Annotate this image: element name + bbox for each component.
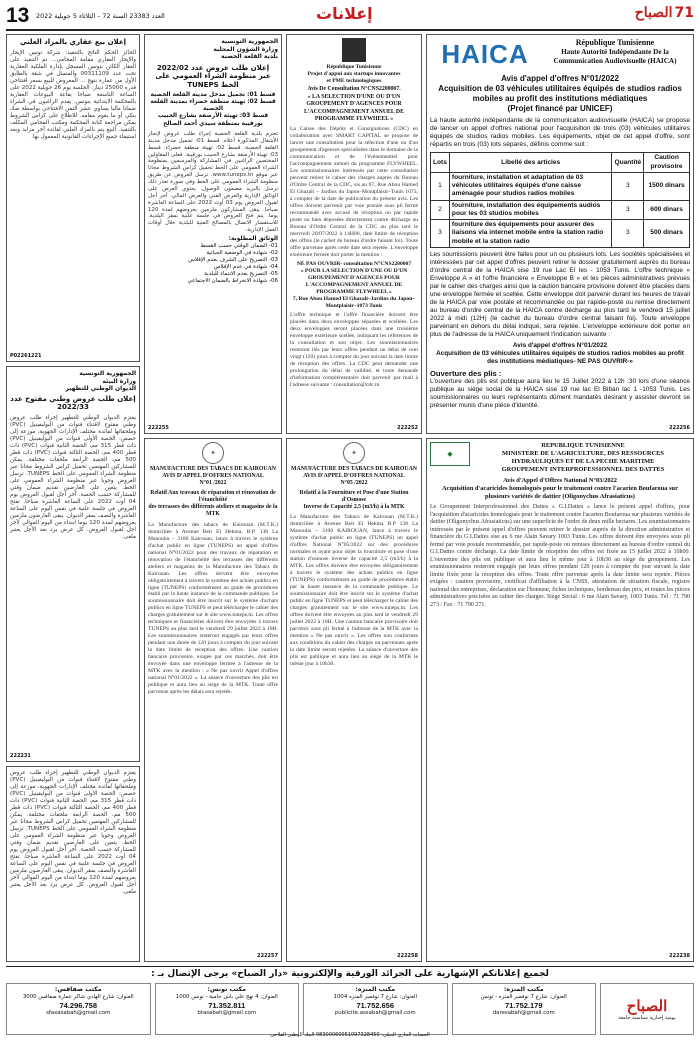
office-name: مكتب تونس: <box>207 986 246 993</box>
office-address: العنوان: 4 نهج علي باش حامبة - تونس 1000 <box>175 993 278 1000</box>
haica-tender-ad <box>426 34 694 434</box>
mtk1-body: La Manufacture des tabacs de Kairouan (M.T.K.) domiciliée à Avenue Beit El Hekma, B.P. 138 La Manouba – 3100 Kairouan, lance à travers le système d'achat public en ligne (TUNEPS) un appel d'offres national N°01/2022 pour des travaux de réparation et rénovation de l'étanchéité des terrasses des différents ateliers et magasins de la Manufacture des Tabacs de Kairouan. Les offres doivent être envoyées obligatoirement à travers le système des achats publics en ligne (TUNEPS) conformément au guide de procédures établi par la haute instance de la commande publique. Le soumissionnaire doit être inscrit sur le système d'achats publics en ligne TUNEPS et peut télécharger le cahier des charges gratuitement sur le site www.tuneps.tn. Les offres techniques et financières doivent être envoyées à travers TUNEPS au plus tard le vendredi 29 juillet 2022 à 10H. Les soumissionnaires resteront engagés par leurs offres pendant une durée de 120 jours à compter du jour suivant la date limite de réception des offres. Une caution bancaire provisoire, exigée par ces marchés, doit être envoyée dans une enveloppe fermée à l'adresse de la MTK avec la mention : « Ne pas ouvrir Appel d'offres national N°01/2022 ». La séance d'ouverture des plis est publique et aura lieu au siège de la MTK. Toute offre parvenue après les délais sera rejetée. <box>148 521 278 696</box>
table-row <box>431 200 690 219</box>
masthead-rule <box>6 29 694 31</box>
haica-logo: HAICA <box>441 39 529 69</box>
newspaper-logo <box>635 5 694 23</box>
issue-line: العدد 23383 السنة 72 – الثلاثاء 5 جويلية 2022 <box>36 12 165 20</box>
mtk2-body: La Manufacture des Tabacs de Kairouan (M.T.K.) domiciliée à Avenue Beit El Hekma B.P 138 La Manouba – 3100 KAIROUAN, lance à travers le système d'achat public en ligne (TUNEPS) un appel d'offres National N°05/2022 sur des procédures normales et ayant pour objet la fourniture et pose d'une station d'osmose inverse de capacité 2,5 (m3/h) à la MTK. Les offres doivent être envoyées obligatoirement à travers le système des achats publics en ligne (TUNEPS) conformément au guide de procédures établi par la haute instance de la commande publique. Le soumissionnaire doit être inscrit sur le système d'achat public en ligne TUNEPS et peut télécharger le cahier des charges gratuitement sur le site www.tuneps.tn. Les offres doivent être envoyées au plus tard le vendredi 29 juillet 2022 à 10H. Une caution bancaire provisoire doit parvenir sous pli fermé à l'adresse de la MTK avec la mention « Ne pas ouvrir ». Les offres non conformes aux conditions du cahier des charges ou parvenues après la date limite seront rejetées. La séance d'ouverture des plis est publique et aura lieu au siège de la MTK le même jour à 10h30. <box>290 514 418 668</box>
onas-body-cont: يعتزم الديوان الوطني للتطهير إجراء طلب عروض وطني مفتوح لاقتناء قنوات من البوليفينيل (PVC) وملحقاتها لفائدة مختلف الإدارات الجهوية، موزعة إلى حصص: الحصة الأولى قنوات من البوليفينيل (PVC) ذات قطر 315 مم، الحصة الثانية قنوات (PVC) ذات قطر 400 مم، الحصة الثالثة قنوات (PVC) ذات قطر 500 مم، الحصة الرابعة ملحقات مختلفة. يمكن للمشاركين المهتمين تحميل كراس الشروط مجانا عبر منظومة الشراء العمومي على الخط TUNEPS. ترسل العروض وجوبا عبر منظومة الشراء العمومي على الخط. يتعين على العارضين تقديم ضمان وقتي للمشاركة حسب الحصة. آخر أجل لقبول العروض يوم 04 أوت 2022 على الساعة العاشرة صباحا. تفتح العروض في جلسة علنية في نفس اليوم على الساعة العاشرة والنصف بمقر الديوان. يبقى العارضون ملزمين بعروضهم لمدة 120 يوما ابتداء من اليوم الموالي لآخر أجل لقبول العروض. كل عرض يرد بعد الأجل يعتبر ملغى. <box>10 770 137 895</box>
office-box <box>6 983 151 1035</box>
cdc-body: La Caisse des Dépôts et Consignations (CDC) en collaboration avec SMART CAPITAL se propose de lancer une consultation pour la sélection d'une ou d'un groupement d'agences spécialisées dans le domaine de la communication et de l'événementiel pour l'accompagnement annuel du programme FLYWHEEL. Les soumissionnaires intéressés par cette consultation peuvent retirer le cahier des charges auprès du Bureau d'Ordre Central de la CDC, sis au 07, Rue Abou Hamed El Ghazali – Jardins du Japon–Montplaisir–Tunis 1073, à compter de la date de publication du présent avis. Les offres doivent parvenir par voie postale sous pli fermé recommandé avec accusé de réception ou par rapide poste ou bien déposées directement contre décharge au Bureau d'Ordre Central de la CDC au plus tard le mercredi 20/07/2022 à 14H00, date limite de réception des offres (le cachet du bureau d'ordre faisant foi). Toute offre parvenue après cette date sera rejetée. L'enveloppe extérieure fermée doit porter la mention : <box>290 126 418 258</box>
municipality-header: الجمهورية التونسية وزارة الشؤون المحلية بلدية القلعة الخصبة <box>213 38 278 60</box>
haica-mention: Avis d'appel d'offres N°01/2022 Acquisition de 03 véhicules utilitaires équipés de studios radios mobiles au profit des institutions médiatiques- NE PAS OUVRIR-» <box>436 341 684 365</box>
cdc-consultation-ad <box>286 34 422 434</box>
lot-caution: 500 dinars <box>644 220 690 248</box>
haica-body: Les soumissions peuvent être faites pour un ou plusieurs lots. Les sociétés spécialisées et intéressées par cet appel d'offres peuvent retirer le dossier gratuitement auprès du bureau d'ordre central de la HAICA sise 19 rue Lac El Ies - 1053 Tunis. L'offre technique « Enveloppe A » et l'offre financière « Enveloppe B » et les pièces administratives prévues par le cahier des charges ainsi que la caution bancaire provisoire doivent être placées dans une enveloppe fermée et scellée. Cette enveloppe doit parvenir durant les heures de travail de la HAICA par voie postale et recommandée ou par rapide-poste ou remise directement au bureau d'ordre central de la HAICA contre décharge au plus tard le vendredi 15 juillet 2022 à midi (12H) (le cachet du bureau d'ordre central faisant foi). Toute enveloppe parvenant en dehors du délai indiqué, sera rejetée. L'enveloppe extérieure doit porter en plus de l'adresse de la HAICA uniquement l'indication suivante : <box>430 250 690 338</box>
office-box <box>303 983 448 1035</box>
office-name: مكتب المنزه: <box>355 986 396 993</box>
municipality-docs-title: الوثائق المطلوبة: <box>228 236 278 243</box>
onas-continuation <box>6 766 140 962</box>
onas-header: الجمهورية التونسية وزارة البيئة الديوان الوطني للتطهير <box>65 370 136 392</box>
mtk1-subtitle: Relatif Aux travaux de réparation et rénovation de l'étanchéité des terrasses des différents ateliers et magasins de la MTK <box>148 489 278 518</box>
office-name: مكتب المنزه: <box>503 986 544 993</box>
municipality-tender-ad <box>144 34 282 434</box>
lots-header-caution: Caution provisoire <box>644 153 690 172</box>
mtk-logo-icon: ✦ <box>202 442 224 464</box>
office-address: العنوان: شارع الهادي شاكر عمارة صفاقس 3000 <box>22 993 134 1000</box>
mtk1-code: 222257 <box>257 952 278 959</box>
office-address: العنوان: شارع 7 نوفمبر المنزه - تونس <box>480 993 567 1000</box>
table-row <box>431 172 690 200</box>
onas-body: يعتزم الديوان الوطني للتطهير إجراء طلب عروض وطني مفتوح لاقتناء قنوات من البوليفينيل (PVC) وملحقاتها لفائدة مختلف الإدارات الجهوية، موزعة إلى حصص: الحصة الأولى قنوات من البوليفينيل (PVC) ذات قطر 315 مم، الحصة الثانية قنوات (PVC) ذات قطر 400 مم، الحصة الثالثة قنوات (PVC) ذات قطر 500 مم، الحصة الرابعة ملحقات مختلفة. يمكن للمشاركين المهتمين تحميل كراس الشروط مجانا عبر منظومة الشراء العمومي على الخط TUNEPS. ترسل العروض وجوبا عبر منظومة الشراء العمومي على الخط. يتعين على العارضين تقديم ضمان وقتي للمشاركة حسب الحصة. آخر أجل لقبول العروض يوم 04 أوت 2022 على الساعة العاشرة صباحا. تفتح العروض في جلسة علنية في نفس اليوم على الساعة العاشرة والنصف بمقر الديوان. يبقى العارضون ملزمين بعروضهم لمدة 120 يوما ابتداء من اليوم الموالي لآخر أجل لقبول العروض. كل عرض يرد بعد الأجل يعتبر ملغى. <box>10 415 137 540</box>
auction-ad <box>6 34 140 362</box>
lot-label: fourniture, installation et adaptation de 03 véhicules utilitaires équipés d'une caisse aménagée pour studios radios mobiles <box>449 172 612 200</box>
municipality-code: 222255 <box>148 424 169 431</box>
office-phone: 74.296.758 <box>59 1000 98 1010</box>
mtk1-title: MANUFACTURE DES TABACS DE KAIROUAN AVIS D'APPEL D'OFFRES NATIONAL N°01 /2022 <box>150 466 276 487</box>
gidattes-header: REPUBLIQUE TUNISIENNE MINISTERE DE L'AGRICULTURE, DES RESSOURCES HYDRAULIQUES ET DE LA PECHE MARITIME GROUPEMENT INTERPROFESSIONNEL DES DATTES <box>501 442 665 473</box>
lot-number: 3 <box>431 220 450 248</box>
lot-caution: 600 dinars <box>644 200 690 219</box>
cdc-code: 222252 <box>397 424 418 431</box>
table-row <box>431 220 690 248</box>
mtk-logo-icon: ✦ <box>343 442 365 464</box>
gidattes-logo-icon: ◆ <box>430 442 470 466</box>
office-phone: 71.752.656 <box>356 1000 395 1010</box>
gidattes-title: Avis d'Appel d'Offres National N°03/2022 Acquisition d'acaricides homologués pour le traitement contre l'acarien Boufaroua sur plusieurs variétés de dattier (Oligonychus Afrasiaticus) <box>442 477 678 500</box>
lots-header-lot: Lots <box>431 153 450 172</box>
lots-header-label: Libellé des articles <box>449 153 612 172</box>
lot-number: 1 <box>431 172 450 200</box>
gidattes-tender-ad <box>426 438 694 962</box>
page-number: 13 <box>6 3 30 27</box>
gidattes-code: 222238 <box>669 952 690 959</box>
lots-header-qty: Quantité <box>612 153 644 172</box>
haica-code: 222256 <box>669 424 690 431</box>
municipality-docs: 01- الضمان الوقتي حسب القسط 02- شهادة في الوضعية الجبائية 03- التصريح على الشرف بعدم الإفلاس 04- شهادة في عدم الإفلاس 05- التصريح بعدم الانتماء للبلدية 06- شهادة الانخراط بالضمان الاجتماعي <box>187 243 278 284</box>
cdc-notice: Avis De Consultation N°CNS2200007. <box>307 85 401 92</box>
mtk2-code: 222258 <box>397 952 418 959</box>
masthead <box>6 4 694 28</box>
office-name: مكتب صفاقس: <box>54 986 102 993</box>
lot-qty: 3 <box>612 200 644 219</box>
onas-code: 222231 <box>10 752 31 759</box>
office-email[interactable]: sfaxasabah@gmail.com <box>46 1009 111 1016</box>
mtk-tender-2-ad <box>286 438 422 962</box>
logo-number: 71 <box>674 5 694 21</box>
onas-title: إعلان طلب عروض وطني مفتوح عدد 2022/33 <box>10 394 136 412</box>
footer-logo <box>600 983 694 1035</box>
cdc-header: République Tunisienne Projet d'appui aux startups innovantes et PME technologiques <box>307 64 401 84</box>
cdc-mention: NE PAS OUVRIR- consultation N°CNS2200007 « POUR LA SELECTION D'UNE OU D'UN GROUPEMENT D'AGENCES POUR L'ACCOMPAGNEMENT ANNUEL DE PROGRAMME FLYWHEEL » 7, Rue Abou Hamed El Ghazali–Jardins du Japon–Montplaisir–1073 Tunis <box>292 260 416 309</box>
office-email[interactable]: publicite.assabah@gmail.com <box>334 1009 416 1016</box>
lot-qty: 3 <box>612 172 644 200</box>
cdc-title: « LA SELECTION D'UNE OU D'UN GROUPEMENT D'AGENCES POUR L'ACCOMPAGNEMENT ANNUEL DE PROGRAMME FLYWHEEL » <box>304 94 404 122</box>
auction-ad-code: P02261221 <box>10 352 42 359</box>
footer-logo-sub: يومية إخبارية سياسية جامعة <box>618 1015 676 1022</box>
haica-header2: Haute Autorité Indépendante De la Communication Audiovisuelle (HAICA) <box>553 48 677 65</box>
mtk-tender-1-ad <box>144 438 282 962</box>
haica-intro: La haute autorité indépendante de la communication audiovisuelle (HAICA) se propose de lancer un appel d'offres national pour l'acquisition de trois (03) véhicules utilitaires équipés de studios radios mobiles. Les équipements, objet de cet appel d'offre, sont répartis en trois (03) lots séparés, définis comme suit : <box>430 116 690 149</box>
footer-rib: الحساب الجاري البنكي: 08300060051097328450 البنك الوطني الفلاحي <box>270 1032 430 1038</box>
haica-title: Avis d'appel d'offres N°01/2022 Acquisition de 03 véhicules utilitaires équipés de studios radios mobiles au profit des institutions médiatiques (Projet financé par UNICEF) <box>438 73 682 113</box>
office-email[interactable]: btasabah@gmail.com <box>197 1009 257 1016</box>
municipality-body: تعتزم بلدية القلعة الخصبة إجراء طلب عروض لإنجاز الأشغال المذكورة أعلاه. قسط 01: تجميل مدخل مدينة القلعة الخصبة. قسط 02: تهيئة منطقة خضراء. قسط 03: تهيئة الأرصفة بشارع الحبيب بورقيبة. فعلى المقاولين المختصين الراغبين في المشاركة والمرسمين بمنظومة الشراء العمومي على الخط تحميل كراس الشروط مجانا عبر موقع www.tuneps.tn. ترسل العروض عن طريق منظومة الشراء العمومي على الخط وفي صورة تعذر ذلك ترسل بالبريد مضمون الوصول. يحتوي العرض على الوثائق الإدارية والعرض الفني والعرض المالي. آخر أجل لقبول العروض يوم 03 أوت 2022 على الساعة العاشرة صباحا. يبقى المشاركون ملزمين بعروضهم لمدة 120 يوما. يتم فتح العروض في جلسة علنية بمقر البلدية. للاستفسار الاتصال بالمصالح الفنية للبلدية خلال أوقات العمل الإدارية. <box>148 130 278 234</box>
office-phone: 71.352.811 <box>208 1000 246 1010</box>
mtk2-subtitle: Relatif à la Fourniture et Pose d'une Station d'Osmose Inverse de Capacité 2,5 (m3/h) à la MTK <box>299 489 409 511</box>
office-email[interactable]: daresabah@gmail.com <box>492 1009 555 1016</box>
haica-ouverture: L'ouverture des plis est publique aura lieu le 15 Juillet 2022 à 12h :30 lors d'une séance publique au siège social de la HAICA sise 19 rue lac El Biban lac 1 -1053 Tunis. Les soumissionnaires ou leurs représentants dûment mandatés désirant y assister devront se présenter munis d'une pièce d'identité. <box>430 378 690 410</box>
lots-table <box>430 152 690 247</box>
municipality-subtitle: قسط 01: تجميل مدخل مدينة القلعة الخصبة قسط 02: تهيئة منطقة خضراء بمدينة القلعة الخصبة قسط 03: تهيئة الأرصفة بشارع الحبيب بورقيبة بمنطقة سيدي أحمد الصالح <box>150 91 276 127</box>
section-title: إعلانات <box>316 4 373 23</box>
footer <box>6 966 694 1036</box>
auction-ad-title: إعلان بيع عقاري بالمزاد العلني <box>19 38 127 46</box>
logo-word: الصباح <box>634 5 673 21</box>
lot-qty: 3 <box>612 220 644 248</box>
auction-ad-body: الحائز الحكم الناتج بالتنفيذ: شركة تونس الإيجار والإيجار العقاري مقامة المحامي... تم التنفيذ على العقار الكائن بتونس المسجل بإدارة الملكية العقارية تحت عدد 00311109 والمتمثل في شقة بالطابق الأول من عمارة بنهج ... المعروض للبيع بسعر افتتاحي قدره 25000 دينار. الجلسة يوم 26 جويلية 2022 على الساعة التاسعة صباحا بقاعة البيوعات العقارية بالمحكمة الابتدائية بتونس. يقدم الراغبون في الشراء ضمانا ماليا يساوي عشر الثمن الافتتاحي بواسطة صك بنكي أو ما يقوم مقامه. للاطلاع على كراس الشروط يمكن مراجعة كتابة المحكمة ومكتب المحامي المكلف بالتنفيذ. البيع يتم بالمزاد العلني لفائدة آخر مزايد وبعد استيفاء جميع الإجراءات القانونية المعمول بها. <box>10 49 136 140</box>
gidattes-body: Le Groupement Interprofessionnel des Dattes « G.I.Dattes » lance le présent appel d'offres, pour l'acquisition d'acaricides homologués pour le traitement contre l'acarien Boufaroua sur plusieurs variétés de dattier (Oligonychus Afrasiaticus) sur une superficie de l'ordre de deux mille hectares. Les soumissionnaires intéressés par le présent appel d'offres peuvent retirer le dossier auprès de la direction administrative et financière du G.I.Dattes sise au 6 rue Alain Savary 1003 Tunis. Les offres doivent être envoyées sous pli fermé par voie postale recommandée, par rapide-poste ou remises directement au bureau d'ordre central du G.I.Dattes contre décharge. La date limite de réception des offres est fixée au 15 juillet 2022 à 10h00. L'ouverture des plis est publique et aura lieu le même jour à 10h30 au siège du groupement. Les soumissionnaires resteront engagés par leurs offres pendant 120 jours à compter du jour suivant la date limite fixée pour la réception des offres. Toute offre parvenue après la date limite sera rejetée. Pièces exigées : caution provisoire, certificat d'affiliation à la CNSS, attestation de situation fiscale, registre national des entreprises, déclaration sur l'honneur, fiches techniques, bordereau des prix, et toutes les pièces administratives précisées au cahier des charges. Siège Social : 6 rue Alain Savary, 1003 Tunis. Tél : 71 790 273 / Fax : 71 790 271. <box>430 504 690 608</box>
footer-bar: لجميع إعلاناتكم الإشهارية على الجرائد الورقية والإلكترونية «دار الصباح» يرجى الإتصال بـ : <box>151 969 549 979</box>
office-phone: 71.752.179 <box>504 1000 543 1010</box>
mtk2-title: MANUFACTURE DES TABACS DE KAIROUAN AVIS D'APPEL D'OFFRES NATIONAL N°05 /2022 <box>291 466 417 487</box>
haica-ouverture-title: Ouverture des plis : <box>430 368 502 378</box>
office-box <box>452 983 597 1035</box>
office-box <box>155 983 300 1035</box>
footer-logo-word: الصباح <box>626 996 668 1015</box>
lot-label: fourniture des équipements pour assurer des liaisons via internet mobile entre la station radio mobile et la station radio <box>449 220 612 248</box>
office-address: العنوان: شارع 7 نوفمبر المنزه 1004 <box>333 993 417 1000</box>
haica-header1: République Tunisienne <box>575 38 655 47</box>
municipality-title: إعلان طلب عروض عدد 2022/02 عبر منظومة الشراء العمومي على الخط TUNEPS <box>155 63 271 89</box>
lot-number: 2 <box>431 200 450 219</box>
onas-tender-ad <box>6 366 140 762</box>
lot-caution: 1500 dinars <box>644 172 690 200</box>
lot-label: fourniture, installation des équipements audios pour les 03 studios mobiles <box>449 200 612 219</box>
cdc-logo-icon <box>342 38 366 62</box>
footer-boxes <box>6 983 694 1035</box>
cdc-body2: L'offre technique et l'offre financière doivent être placées dans deux enveloppes séparées et scellées. Les deux enveloppes seront placées dans une troisième enveloppe extérieure scellée, indiquant les références de la consultation et son objet. Les soumissionnaires resteront liés par leurs offres pendant un délai de cent vingt (120) jours à compter du jour suivant la date limite de réception des offres. La CDC peut demander une prolongation du délai de validité, et toute demande d'information complémentaire doit parvenir par mail à l'adresse suivante : consultation@cdc.tn <box>290 311 418 388</box>
